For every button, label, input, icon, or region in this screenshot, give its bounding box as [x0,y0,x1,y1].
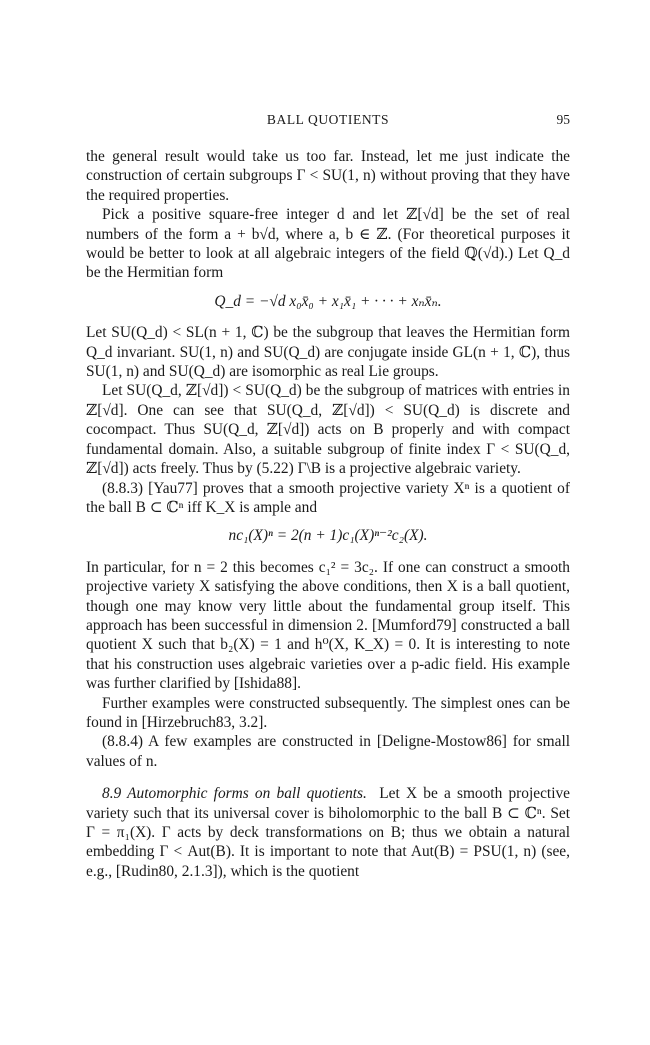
paragraph-8-9 [86,784,570,881]
paragraph-further-examples: Further examples were constructed subsequently. The simplest ones can be found in [Hirzebruch83, 3.2]. [86,694,570,731]
page-number: 95 [556,112,570,127]
paragraph-dimension-two: In particular, for n = 2 this becomes c₁² = 3c₂. If one can construct a smooth projective variety X satisfying the above conditions, then X is a ball quotient, though one may know very little about the fundamental group itself. This approach has been successful in dimension 2. [Mumford79] constructed a ball quotient X such that b₂(X) = 1 and h⁰(X, K_X) = 0. It is interesting to note that his construction uses algebraic varieties over a p-adic field. His example was further clarified by [Ishida88]. [86,558,570,693]
paragraph-su-qd-lattice: Let SU(Q_d, ℤ[√d]) < SU(Q_d) be the subgroup of matrices with entries in ℤ[√d]. One can see that SU(Q_d, ℤ[√d]) < SU(Q_d) is discrete and cocompact. Thus SU(Q_d, ℤ[√d]) acts on B properly and with compact fundamental domain. Also, a suitable subgroup of finite index Γ < SU(Q_d, ℤ[√d]) acts freely. Thus by (5.22) Γ\B is a projective algebraic variety. [86,382,570,478]
page-body [86,147,570,881]
paragraph-square-free-integer: Pick a positive square-free integer d and let ℤ[√d] be the set of real numbers of the form a + b√d, where a, b ∈ ℤ. (For theoretical purposes it would be better to look at all algebraic integers of the field ℚ(√d).) Let Q_d be the Hermitian form [86,206,570,282]
running-header [86,112,570,132]
section-heading-8-9: 8.9 Automorphic forms on ball quotients. [102,785,367,803]
paragraph-su-qd: Let SU(Q_d) < SL(n + 1, ℂ) be the subgroup that leaves the Hermitian form Q_d invariant. SU(1, n) and SU(Q_d) are conjugate inside GL(n + 1, ℂ), thus SU(1, n) and SU(Q_d) are isomorphic as real Lie groups. [86,324,570,381]
section-gap [86,771,570,784]
paragraph-8-8-3: (8.8.3) [Yau77] proves that a smooth projective variety Xⁿ is a quotient of the ball B ⊂ ℂⁿ iff K_X is ample and [86,479,570,516]
paragraph-continuation: the general result would take us too far. Instead, let me just indicate the construction of certain subgroups Γ < SU(1, n) without proving that they have the required properties. [86,148,570,204]
equation-chern-numbers: nc₁(X)ⁿ = 2(n + 1)c₁(X)ⁿ⁻²c₂(X). [228,527,428,545]
equation-hermitian-form: Q_d = −√d x₀x̄₀ + x₁x̄₁ + · · · + xₙx̄ₙ. [214,292,442,310]
running-title: BALL QUOTIENTS [266,112,390,127]
paragraph-8-9-text: Let X be a smooth projective variety such that its universal cover is biholomorphic to the ball B ⊂ ℂⁿ. Set Γ = π₁(X). Γ acts by deck transformations on B; thus we obtain a natural embedding Γ < Aut(B). It is important to note that Aut(B) = PSU(1, n) (see, e.g., [Rudin80, 2.1.3]), which is the quotient [86,785,570,880]
paragraph-8-8-4: (8.8.4) A few examples are constructed in [Deligne-Mostow86] for small values of n. [86,733,570,770]
